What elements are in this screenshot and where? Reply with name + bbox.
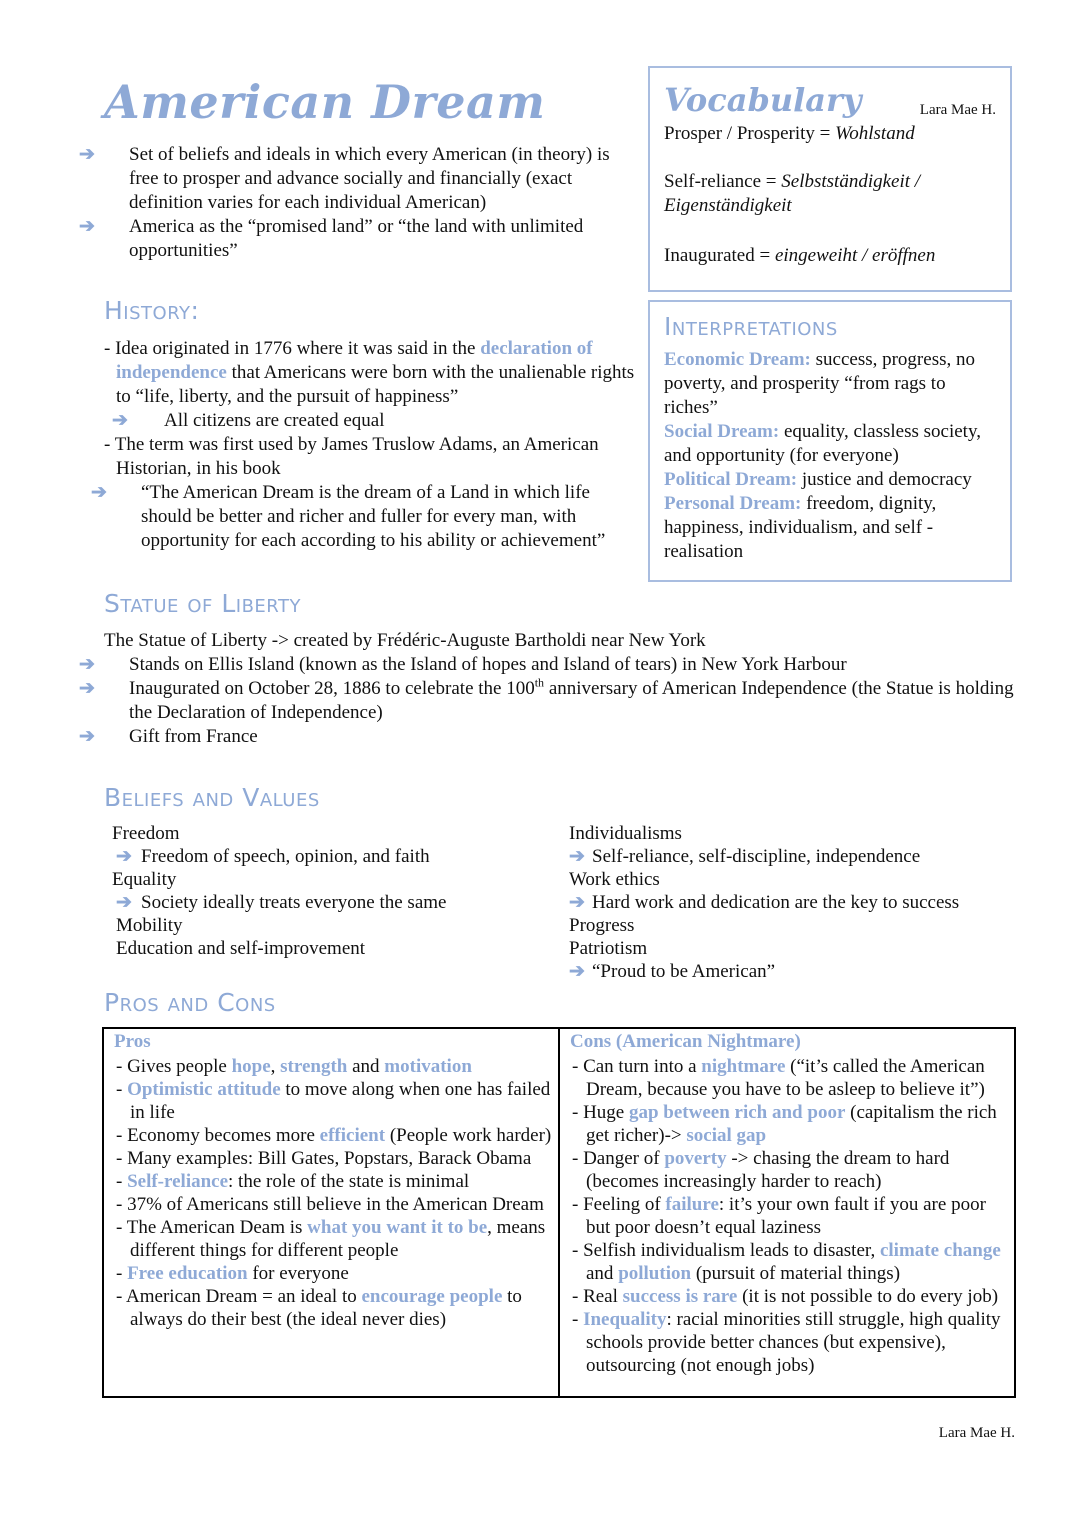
belief-title: Education and self-improvement: [116, 938, 366, 959]
interpretation-item: [664, 492, 996, 564]
con-item: - Real success is rare (it is not possible to do every job): [572, 1286, 999, 1307]
pro-highlight: what you want it to be: [307, 1217, 488, 1238]
vocab-term: Self-reliance =: [664, 171, 782, 192]
proscons-heading: Pros and Cons: [104, 988, 276, 1017]
con-highlight: social gap: [686, 1125, 767, 1146]
belief-title: Patriotism: [569, 938, 648, 959]
pro-text: Economy becomes more: [127, 1125, 320, 1146]
belief-title: Mobility: [116, 915, 183, 936]
history-text: The term was first used by James Truslow Adams, an American Historian, in his book: [114, 434, 599, 479]
history-section: [91, 337, 638, 553]
con-highlight: Inequality: [583, 1309, 667, 1330]
pro-item: - Many examples: Bill Gates, Popstars, Barack Obama: [116, 1148, 532, 1169]
interpretation-item: [664, 348, 996, 420]
arrow-right-icon: ➔: [79, 654, 95, 675]
proscons-table: [102, 1027, 1016, 1398]
belief-title: Progress: [569, 915, 635, 936]
history-text: All citizens are created equal: [164, 410, 385, 431]
intro-list: [79, 143, 638, 263]
statue-heading: Statue of Liberty: [104, 589, 301, 618]
statue-text: Stands on Ellis Island (known as the Island of hopes and Island of tears) in New York Harbour: [129, 654, 847, 675]
con-item: - Inequality: racial minorities still struggle, high quality schools provide better chances (but expensive), outsourcing (not enough jobs): [572, 1309, 1001, 1376]
arrow-right-icon: ➔: [116, 892, 132, 913]
vocab-translation: Wohlstand: [835, 123, 915, 144]
arrow-right-icon: ➔: [79, 216, 95, 237]
pro-text: and: [347, 1056, 385, 1077]
pro-item: - 37% of Americans still believe in the American Dream: [116, 1194, 544, 1215]
arrow-right-icon: ➔: [79, 144, 95, 165]
con-highlight: pollution: [618, 1263, 692, 1284]
arrow-right-icon: ➔: [112, 410, 128, 431]
con-item: - Danger of poverty -> chasing the dream to hard (becomes increasingly harder to reach): [572, 1148, 950, 1192]
cons-cell: [559, 1055, 1015, 1397]
list-item: - The term was first used by James Truslow Adams, an American Historian, in his book: [104, 434, 599, 479]
con-text: and: [586, 1263, 619, 1284]
pro-item: - Economy becomes more efficient (People work harder): [116, 1125, 552, 1146]
con-item: - Can turn into a nightmare (“it’s called the American Dream, because you have to be asleep to believe it”): [572, 1056, 985, 1100]
pro-highlight: strength: [280, 1056, 348, 1077]
pro-text: Gives people: [127, 1056, 232, 1077]
beliefs-heading: Beliefs and Values: [104, 783, 320, 812]
belief-title: Work ethics: [569, 869, 660, 890]
belief-detail-text: Self-reliance, self-discipline, independence: [592, 846, 921, 867]
con-text: (capitalism the rich get richer)->: [586, 1102, 997, 1146]
page-title: American Dream: [104, 75, 546, 129]
pro-text: (People work harder): [385, 1125, 552, 1146]
arrow-right-icon: ➔: [79, 726, 95, 747]
vocabulary-title: Vocabulary: [664, 81, 862, 119]
arrow-right-icon: ➔: [91, 482, 107, 503]
interpretation-item: [664, 468, 996, 492]
vocab-term: Prosper / Prosperity =: [664, 123, 836, 144]
con-text: -> chasing the dream to hard (becomes increasingly harder to reach): [586, 1148, 950, 1192]
con-highlight: poverty: [664, 1148, 727, 1169]
pro-item: - Self-reliance: the role of the state is minimal: [116, 1171, 470, 1192]
arrow-right-icon: ➔: [569, 892, 585, 913]
con-text: : racial minorities still struggle, high quality schools provide better chances (but expensive), outsourcing (not enough jobs): [586, 1309, 1001, 1376]
statue-text: anniversary of American Independence (the Statue is holding the Declaration of Independence): [129, 678, 1014, 723]
beliefs-right-column: [569, 822, 1019, 983]
pro-highlight: encourage people: [361, 1286, 503, 1307]
belief-title: Individualisms: [569, 823, 682, 844]
con-text: (“it’s called the American Dream, because you have to be asleep to believe it”): [586, 1056, 985, 1100]
vocab-entry: [664, 244, 996, 268]
con-highlight: success is rare: [622, 1286, 738, 1307]
con-text: (it is not possible to do every job): [737, 1286, 999, 1307]
belief-title: Freedom: [112, 823, 180, 844]
arrow-right-icon: ➔: [569, 961, 585, 982]
belief-detail: [569, 960, 1019, 983]
arrow-right-icon: ➔: [116, 846, 132, 867]
arrow-right-icon: ➔: [79, 678, 95, 699]
belief-detail-text: “Proud to be American”: [592, 961, 776, 982]
list-item: [79, 725, 1024, 749]
list-item: - Idea originated in 1776 where it was said in the declaration of independence that Americans were born with the unalienable rights to “life, liberty, and the pursuit of happiness”: [104, 338, 635, 407]
table-row: [103, 1055, 1015, 1397]
statue-list: [79, 653, 1024, 749]
con-text: Can turn into a: [583, 1056, 702, 1077]
list-item: [79, 215, 638, 263]
con-text: Huge: [583, 1102, 629, 1123]
con-text: Danger of: [583, 1148, 665, 1169]
pro-item: - The American Deam is what you want it to be, means different things for different people: [116, 1217, 546, 1261]
interpretation-item: [664, 420, 996, 468]
con-item: - Selfish individualism leads to disaster, climate change and pollution (pursuit of material things): [572, 1240, 1001, 1284]
pro-text: 37% of Americans still believe in the American Dream: [127, 1194, 544, 1215]
pro-item: - Free education for everyone: [116, 1263, 349, 1284]
pro-text: : the role of the state is minimal: [228, 1171, 470, 1192]
pro-item: - American Dream = an ideal to encourage people to always do their best (the ideal never dies): [116, 1286, 522, 1330]
history-highlight: declaration of independence: [116, 338, 593, 383]
interpretation-text: equality, classless society, and opportunity (for everyone): [664, 421, 981, 466]
con-highlight: nightmare: [701, 1056, 786, 1077]
belief-detail: [569, 845, 1019, 868]
interpretation-text: freedom, dignity, happiness, individualism, and self - realisation: [664, 493, 937, 562]
belief-detail-text: Hard work and dedication are the key to success: [592, 892, 960, 913]
pro-text: , means different things for different people: [130, 1217, 546, 1261]
list-item: [79, 143, 638, 215]
vocab-term: Inaugurated =: [664, 245, 775, 266]
pro-highlight: Free education: [127, 1263, 248, 1284]
pro-highlight: motivation: [384, 1056, 472, 1077]
pro-text: to move along when one has failed in life: [130, 1079, 551, 1123]
belief-detail: [569, 891, 1019, 914]
interpretation-label: Personal Dream:: [664, 493, 802, 514]
interpretation-text: justice and democracy: [797, 469, 972, 490]
statue-intro: The Statue of Liberty -> created by Frédéric-Auguste Bartholdi near New York: [104, 630, 706, 651]
belief-detail-text: Freedom of speech, opinion, and faith: [141, 846, 430, 867]
interpretation-text: success, progress, no poverty, and prosperity “from rags to riches”: [664, 349, 975, 418]
pro-text: Many examples: Bill Gates, Popstars, Barack Obama: [127, 1148, 532, 1169]
ordinal-suffix: th: [534, 675, 545, 690]
belief-detail: [112, 845, 552, 868]
interpretation-label: Economic Dream:: [664, 349, 811, 370]
vocab-translation: eingeweiht / eröffnen: [774, 245, 936, 266]
con-text: (pursuit of material things): [691, 1263, 901, 1284]
table-header-row: [103, 1028, 1015, 1055]
pro-text: to always do their best (the ideal never dies): [130, 1286, 522, 1330]
history-heading: History:: [104, 296, 200, 325]
statue-text: Gift from France: [129, 726, 258, 747]
pro-highlight: hope: [231, 1056, 271, 1077]
vocab-translation: Selbstständigkeit / Eigenständigkeit: [664, 171, 921, 216]
con-highlight: failure: [665, 1194, 719, 1215]
history-quote: “The American Dream is the dream of a Land in which life should be better and richer and fuller for every man, with opportunity for each according to his ability or achievement”: [141, 482, 606, 551]
con-text: Feeling of: [583, 1194, 666, 1215]
vocab-entry: [664, 122, 996, 146]
history-text: that Americans were born with the unalienable rights to “life, liberty, and the pursuit of happiness”: [116, 362, 635, 407]
pro-highlight: efficient: [319, 1125, 386, 1146]
pro-highlight: Self-reliance: [127, 1171, 229, 1192]
belief-detail: [112, 891, 552, 914]
intro-text: Set of beliefs and ideals in which every American (in theory) is free to prosper and advance socially and financially (exact definition varies for each individual American): [129, 144, 610, 213]
history-text: Idea originated in 1776 where it was said in the: [115, 338, 481, 359]
interpretation-label: Social Dream:: [664, 421, 780, 442]
con-item: - Feeling of failure: it’s your own fault if you are poor but poor doesn’t equal laziness: [572, 1194, 986, 1238]
con-text: Real: [583, 1286, 623, 1307]
interpretation-label: Political Dream:: [664, 469, 798, 490]
pro-text: for everyone: [247, 1263, 349, 1284]
con-highlight: gap between rich and poor: [628, 1102, 846, 1123]
pro-item: - Gives people hope, strength and motivation: [116, 1056, 472, 1077]
pros-header: Pros: [103, 1028, 559, 1055]
belief-title: Equality: [112, 869, 177, 890]
author-name: Lara Mae H.: [919, 102, 996, 118]
con-item: - Huge gap between rich and poor (capitalism the rich get richer)-> social gap: [572, 1102, 997, 1146]
pro-highlight: Optimistic attitude: [127, 1079, 281, 1100]
con-text: : it’s your own fault if you are poor but poor doesn’t equal laziness: [586, 1194, 986, 1238]
pro-item: - Optimistic attitude to move along when one has failed in life: [116, 1079, 551, 1123]
con-text: Selfish individualism leads to disaster,: [583, 1240, 880, 1261]
vocab-entry: [664, 170, 996, 218]
belief-detail-text: Society ideally treats everyone the same: [141, 892, 447, 913]
list-item: [79, 653, 1024, 677]
pro-text: ,: [270, 1056, 281, 1077]
con-highlight: climate change: [879, 1240, 1001, 1261]
pros-cell: [103, 1055, 559, 1397]
vocabulary-box: [648, 66, 1012, 292]
cons-header: Cons (American Nightmare): [559, 1028, 1015, 1055]
statue-text: Inaugurated on October 28, 1886 to celebrate the 100: [129, 678, 535, 699]
statue-section: [79, 629, 1024, 749]
intro-text: America as the “promised land” or “the land with unlimited opportunities”: [129, 216, 584, 261]
beliefs-left-column: [112, 822, 552, 960]
arrow-right-icon: ➔: [569, 846, 585, 867]
pro-text: The American Deam is: [126, 1217, 308, 1238]
list-item: [91, 481, 638, 553]
interpretations-box: [648, 300, 1012, 582]
footer-author: Lara Mae H.: [938, 1425, 1015, 1441]
pro-text: American Dream = an ideal to: [126, 1286, 362, 1307]
list-item: [104, 409, 638, 433]
list-item: [79, 675, 1024, 725]
interpretations-heading: Interpretations: [664, 312, 838, 341]
